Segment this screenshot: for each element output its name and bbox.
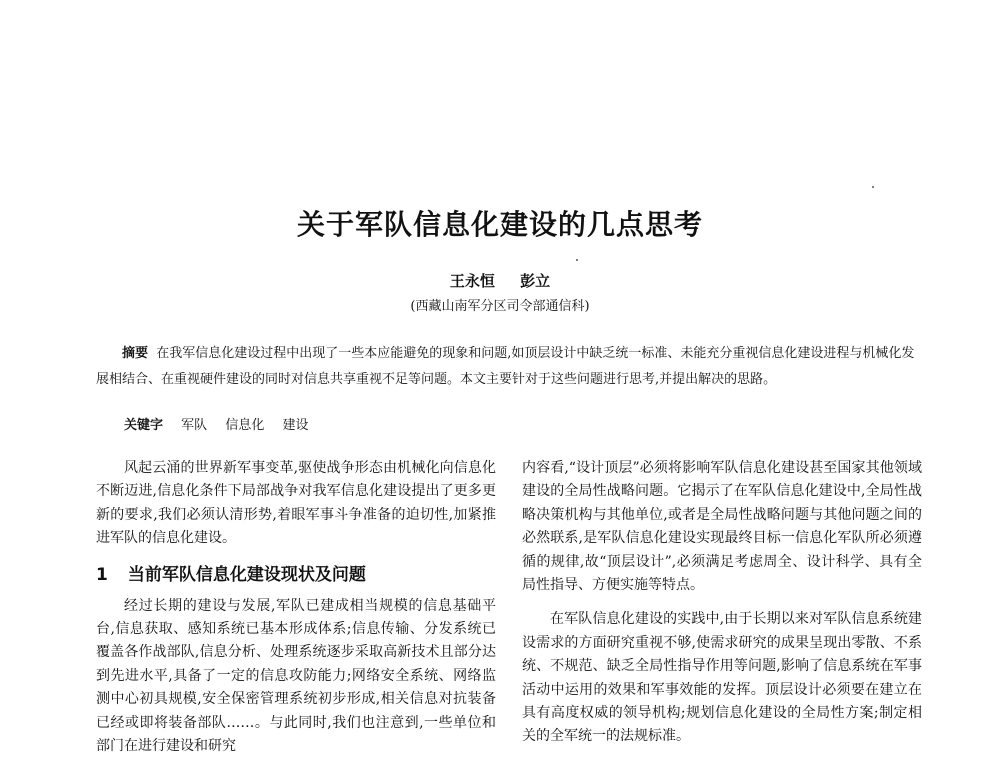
affiliation: (西藏山南军分区司令部通信科) (410, 299, 590, 314)
author-line (0, 270, 1000, 291)
scan-speck (576, 259, 578, 261)
keyword: 军队 (181, 418, 208, 433)
right-column (522, 457, 922, 749)
abstract-text: 在我军信息化建设过程中出现了一些本应能避免的现象和问题,如顶层设计中缺乏统一标准、未能充分重视信息化建设进程与机械化发展相结合、在重视硬件建设的同时对信息共享重视不足等问题。本文主要针对于这些问题进行思考,并提出解决的思路。 (96, 346, 915, 387)
author-name: 彭立 (520, 272, 551, 290)
intro-paragraph: 风起云涌的世界新军事变革,驱使战争形态由机械化向信息化不断迈进,信息化条件下局部战争对我军信息化建设提出了更多更新的要求,我们必须认清形势,着眼军事斗争准备的迫切性,加紧推进军队的信息化建设。 (96, 460, 496, 547)
abstract-label: 摘要 (122, 346, 149, 361)
author-name: 王永恒 (449, 272, 495, 290)
keyword: 建设 (282, 418, 309, 433)
continued-paragraph: 内容看,“设计顶层”必须将影响军队信息化建设甚至国家其他领域建设的全局性战略问题。它揭示了在军队信息化建设中,全局性战略决策机构与其他单位,或者是全局性战略问题与其他问题之间的必然联系,是军队信息化建设实现最终目标一信息化军队所必须遵循的规律,故“顶层设计”,必须满足考虑周全、设计科学、具有全局性指导、方便实施等特点。 (522, 460, 922, 594)
abstract (96, 341, 924, 393)
scan-speck (872, 186, 874, 188)
keywords-label: 关键字 (124, 418, 164, 433)
left-column (96, 457, 496, 758)
section-title: 当前军队信息化建设现状及问题 (127, 564, 366, 585)
keyword: 信息化 (225, 418, 265, 433)
body-paragraph: 在军队信息化建设的实践中,由于长期以来对军队信息系统建设需求的方面研究重视不够,使需求研究的成果呈现出零散、不系统、不规范、缺乏全局性指导作用等问题,影响了信息系统在军事活动中运用的效果和军事效能的发挥。顶层设计必须要在建立在具有高度权威的领导机构;规划信息化建设的全局性方案;制定相关的全军统一的法规标准。 (522, 611, 922, 745)
section-number: 1 (96, 564, 108, 585)
keywords (124, 415, 322, 437)
paper-title: 关于军队信息化建设的几点思考 (296, 208, 703, 241)
body-paragraph: 经过长期的建设与发展,军队已建成相当规模的信息基础平台,信息获取、感知系统已基本形成体系;信息传输、分发系统已覆盖各作战部队,信息分析、处理系统逐步采取高新技术且部分达到先进水平,具备了一定的信息攻防能力;网络安全系统、网络监测中心初具规模,安全保密管理系统初步形成,相关信息对抗装备已经或即将装备部队……。与此同时,我们也注意到,一些单位和部门在进行建设和研究 (96, 597, 496, 755)
section-heading (96, 563, 496, 587)
